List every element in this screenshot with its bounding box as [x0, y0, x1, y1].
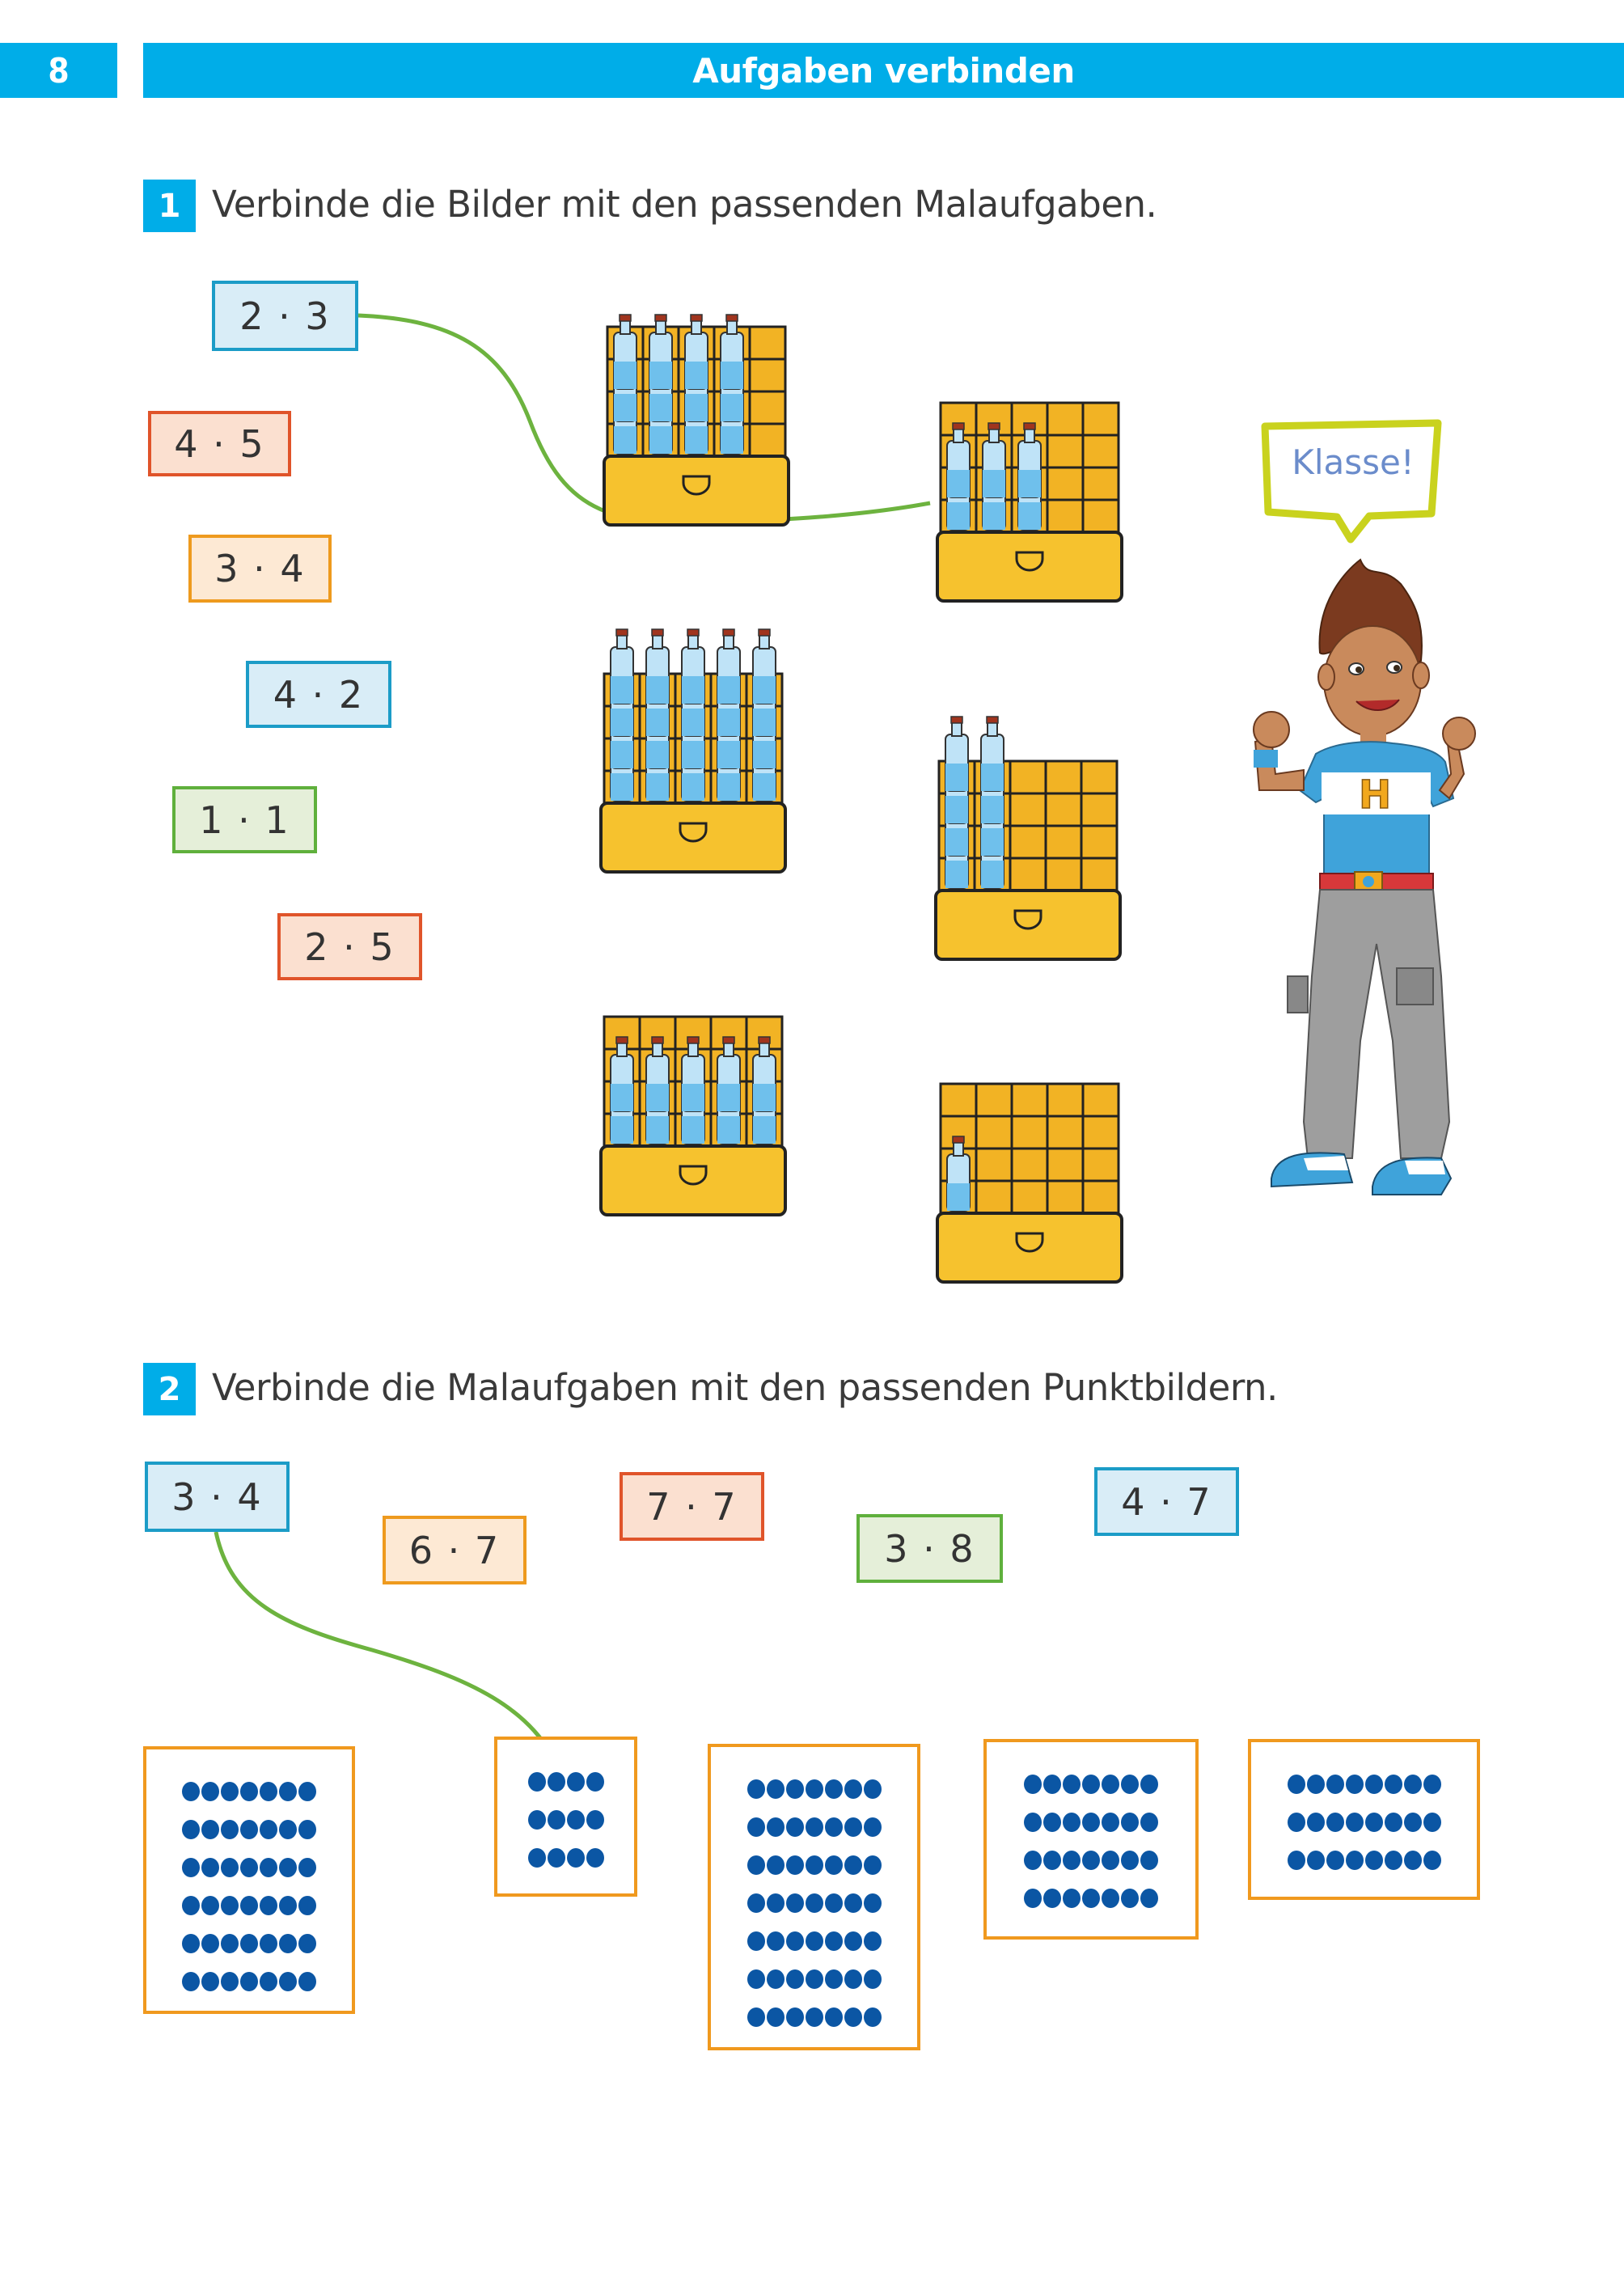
dot — [767, 1893, 785, 1913]
dot — [240, 1820, 258, 1839]
dot — [260, 1820, 277, 1839]
dot — [1326, 1813, 1344, 1832]
dot — [844, 2007, 862, 2027]
dot — [747, 1817, 765, 1837]
dot — [806, 1969, 823, 1989]
dot — [825, 1855, 843, 1875]
dot — [201, 1858, 219, 1877]
dot — [786, 2007, 804, 2027]
dot — [1063, 1889, 1081, 1908]
dot — [182, 1820, 200, 1839]
dot — [567, 1772, 585, 1792]
bottle-icon — [682, 629, 704, 704]
dot — [786, 1931, 804, 1951]
dot — [1423, 1813, 1441, 1832]
dot — [1043, 1889, 1061, 1908]
dot — [201, 1934, 219, 1953]
dot — [1082, 1889, 1100, 1908]
dot-grid — [1024, 1775, 1158, 1908]
dot — [1043, 1775, 1061, 1794]
dot — [201, 1782, 219, 1801]
dot — [1102, 1889, 1119, 1908]
dot — [1121, 1851, 1139, 1870]
dot — [279, 1896, 297, 1915]
dot — [786, 1969, 804, 1989]
page-title: Aufgaben verbinden — [143, 43, 1624, 98]
dot — [767, 1817, 785, 1837]
dot — [1140, 1813, 1158, 1832]
dot — [1385, 1775, 1402, 1794]
dot — [1063, 1851, 1081, 1870]
dot — [844, 1855, 862, 1875]
dot — [1082, 1813, 1100, 1832]
dot — [1307, 1813, 1325, 1832]
dot — [825, 1779, 843, 1799]
dot — [1346, 1813, 1364, 1832]
task-1-badge: 1 — [143, 180, 196, 232]
dot — [825, 1969, 843, 1989]
dot — [806, 1893, 823, 1913]
dot — [1102, 1775, 1119, 1794]
dot — [1307, 1851, 1325, 1870]
dot — [260, 1896, 277, 1915]
dot — [864, 1779, 882, 1799]
dot — [221, 1972, 239, 1991]
speech-bubble-text: Klasse! — [1292, 442, 1415, 482]
dot — [548, 1848, 565, 1868]
dot — [864, 1969, 882, 1989]
dot — [1326, 1775, 1344, 1794]
dot — [1102, 1851, 1119, 1870]
dot — [767, 1931, 785, 1951]
dot — [221, 1934, 239, 1953]
dot — [240, 1858, 258, 1877]
dot — [279, 1934, 297, 1953]
dot — [1063, 1775, 1081, 1794]
dot — [1365, 1775, 1383, 1794]
dot — [1043, 1813, 1061, 1832]
dot — [1326, 1851, 1344, 1870]
dot — [1082, 1851, 1100, 1870]
dot — [844, 1817, 862, 1837]
page-number: 8 — [0, 43, 117, 98]
bottle-crate-1[interactable] — [599, 270, 793, 533]
dot — [298, 1896, 316, 1915]
equation-box-4x2[interactable]: 4 · 2 — [246, 661, 391, 728]
bottle-crate-3[interactable] — [596, 617, 790, 880]
bottle-icon — [981, 717, 1004, 791]
dot — [825, 1931, 843, 1951]
svg-text:H: H — [1359, 772, 1392, 818]
dot — [298, 1934, 316, 1953]
dot — [182, 1782, 200, 1801]
dot — [1102, 1813, 1119, 1832]
dot — [806, 1855, 823, 1875]
dot — [279, 1820, 297, 1839]
dot — [298, 1972, 316, 1991]
dot-card-2[interactable] — [494, 1737, 637, 1897]
dot — [221, 1858, 239, 1877]
dot — [201, 1972, 219, 1991]
dot-card-5[interactable] — [1248, 1739, 1480, 1900]
dot — [1365, 1851, 1383, 1870]
dot — [767, 2007, 785, 2027]
dot — [1121, 1775, 1139, 1794]
bottle-crate-4[interactable] — [931, 704, 1125, 967]
dot — [747, 1893, 765, 1913]
dot — [806, 1779, 823, 1799]
dot — [260, 1934, 277, 1953]
task-2-instruction: Verbinde die Malaufgaben mit den passenden Punktbildern. — [212, 1366, 1278, 1409]
dot — [1024, 1889, 1042, 1908]
dot — [1404, 1775, 1422, 1794]
dot — [298, 1858, 316, 1877]
dot — [201, 1820, 219, 1839]
speech-bubble — [1260, 417, 1446, 546]
dot — [747, 1931, 765, 1951]
dot — [747, 1779, 765, 1799]
dot — [1121, 1813, 1139, 1832]
dot — [767, 1855, 785, 1875]
dot — [825, 1817, 843, 1837]
dot — [260, 1782, 277, 1801]
dot — [182, 1858, 200, 1877]
dot — [1024, 1775, 1042, 1794]
equation-box-2x3[interactable]: 2 · 3 — [212, 281, 358, 351]
dot — [528, 1810, 546, 1830]
dot — [201, 1896, 219, 1915]
dot — [567, 1810, 585, 1830]
dot — [221, 1782, 239, 1801]
dot — [279, 1972, 297, 1991]
bottle-icon — [646, 629, 669, 704]
dot — [1063, 1813, 1081, 1832]
bottle-icon — [945, 717, 968, 791]
dot — [586, 1848, 604, 1868]
dot — [1346, 1851, 1364, 1870]
dot — [221, 1820, 239, 1839]
boy-character-illustration — [1239, 556, 1478, 1203]
dot — [548, 1810, 565, 1830]
dot-card-1[interactable] — [143, 1746, 355, 2014]
dot — [260, 1858, 277, 1877]
dot — [747, 1855, 765, 1875]
dot — [1140, 1851, 1158, 1870]
bottle-icon — [611, 629, 633, 704]
dot — [1365, 1813, 1383, 1832]
dot — [1024, 1851, 1042, 1870]
dot — [240, 1972, 258, 1991]
bottle-crate-6[interactable] — [933, 1027, 1127, 1290]
task-2-badge: 2 — [143, 1363, 196, 1415]
dot — [221, 1896, 239, 1915]
dot-grid — [747, 1779, 882, 2027]
dot — [864, 1931, 882, 1951]
dot — [567, 1848, 585, 1868]
dot-card-3[interactable] — [708, 1744, 920, 2050]
dot — [240, 1934, 258, 1953]
dot — [182, 1934, 200, 1953]
dot — [806, 1817, 823, 1837]
dot — [1288, 1813, 1305, 1832]
dot — [1404, 1813, 1422, 1832]
equation-box-6x7[interactable]: 6 · 7 — [383, 1516, 527, 1584]
dot — [1082, 1775, 1100, 1794]
dot — [1288, 1775, 1305, 1794]
dot — [844, 1969, 862, 1989]
equation-box-3x4[interactable]: 3 · 4 — [188, 535, 332, 603]
dot — [825, 1893, 843, 1913]
equation-box-4x5[interactable]: 4 · 5 — [148, 411, 291, 476]
dot — [806, 1931, 823, 1951]
dot — [844, 1931, 862, 1951]
dot — [786, 1893, 804, 1913]
bottle-crate-2[interactable] — [933, 346, 1127, 609]
equation-box-1x1[interactable]: 1 · 1 — [172, 786, 317, 853]
dot — [1140, 1775, 1158, 1794]
dot — [767, 1969, 785, 1989]
dot — [747, 2007, 765, 2027]
dot — [298, 1782, 316, 1801]
dot — [586, 1772, 604, 1792]
dot — [1043, 1851, 1061, 1870]
equation-box-2x5[interactable]: 2 · 5 — [277, 913, 422, 980]
dot — [240, 1896, 258, 1915]
dot — [1288, 1851, 1305, 1870]
equation-box-7x7[interactable]: 7 · 7 — [620, 1472, 764, 1541]
dot — [548, 1772, 565, 1792]
dot — [786, 1779, 804, 1799]
dot — [767, 1779, 785, 1799]
dot — [1385, 1813, 1402, 1832]
dot — [1404, 1851, 1422, 1870]
bottle-icon — [717, 629, 740, 704]
dot — [1423, 1851, 1441, 1870]
bottle-icon — [753, 629, 776, 704]
dot — [844, 1779, 862, 1799]
dot — [1385, 1851, 1402, 1870]
dot-card-4[interactable] — [983, 1739, 1199, 1940]
dot-grid — [528, 1772, 604, 1868]
dot — [806, 2007, 823, 2027]
dot — [1423, 1775, 1441, 1794]
task-1-instruction: Verbinde die Bilder mit den passenden Malaufgaben. — [212, 183, 1157, 226]
dot — [864, 1893, 882, 1913]
dot — [182, 1896, 200, 1915]
dot — [786, 1855, 804, 1875]
dot — [844, 1893, 862, 1913]
dot — [864, 2007, 882, 2027]
dot — [586, 1810, 604, 1830]
dot-grid — [1288, 1775, 1441, 1870]
equation-box-3x8[interactable]: 3 · 8 — [856, 1514, 1003, 1583]
dot — [528, 1848, 546, 1868]
equation-box-3x4-task2[interactable]: 3 · 4 — [145, 1462, 290, 1532]
dot — [1346, 1775, 1364, 1794]
dot — [864, 1817, 882, 1837]
dot — [1121, 1889, 1139, 1908]
dot — [279, 1782, 297, 1801]
dot — [298, 1820, 316, 1839]
dot — [1307, 1775, 1325, 1794]
bottle-crate-5[interactable] — [596, 960, 790, 1223]
dot — [864, 1855, 882, 1875]
dot — [747, 1969, 765, 1989]
dot — [240, 1782, 258, 1801]
dot — [786, 1817, 804, 1837]
dot — [260, 1972, 277, 1991]
dot — [1140, 1889, 1158, 1908]
dot — [1024, 1813, 1042, 1832]
dot — [279, 1858, 297, 1877]
dot — [825, 2007, 843, 2027]
equation-box-4x7[interactable]: 4 · 7 — [1094, 1467, 1239, 1536]
dot — [528, 1772, 546, 1792]
dot — [182, 1972, 200, 1991]
dot-grid — [182, 1782, 316, 1991]
